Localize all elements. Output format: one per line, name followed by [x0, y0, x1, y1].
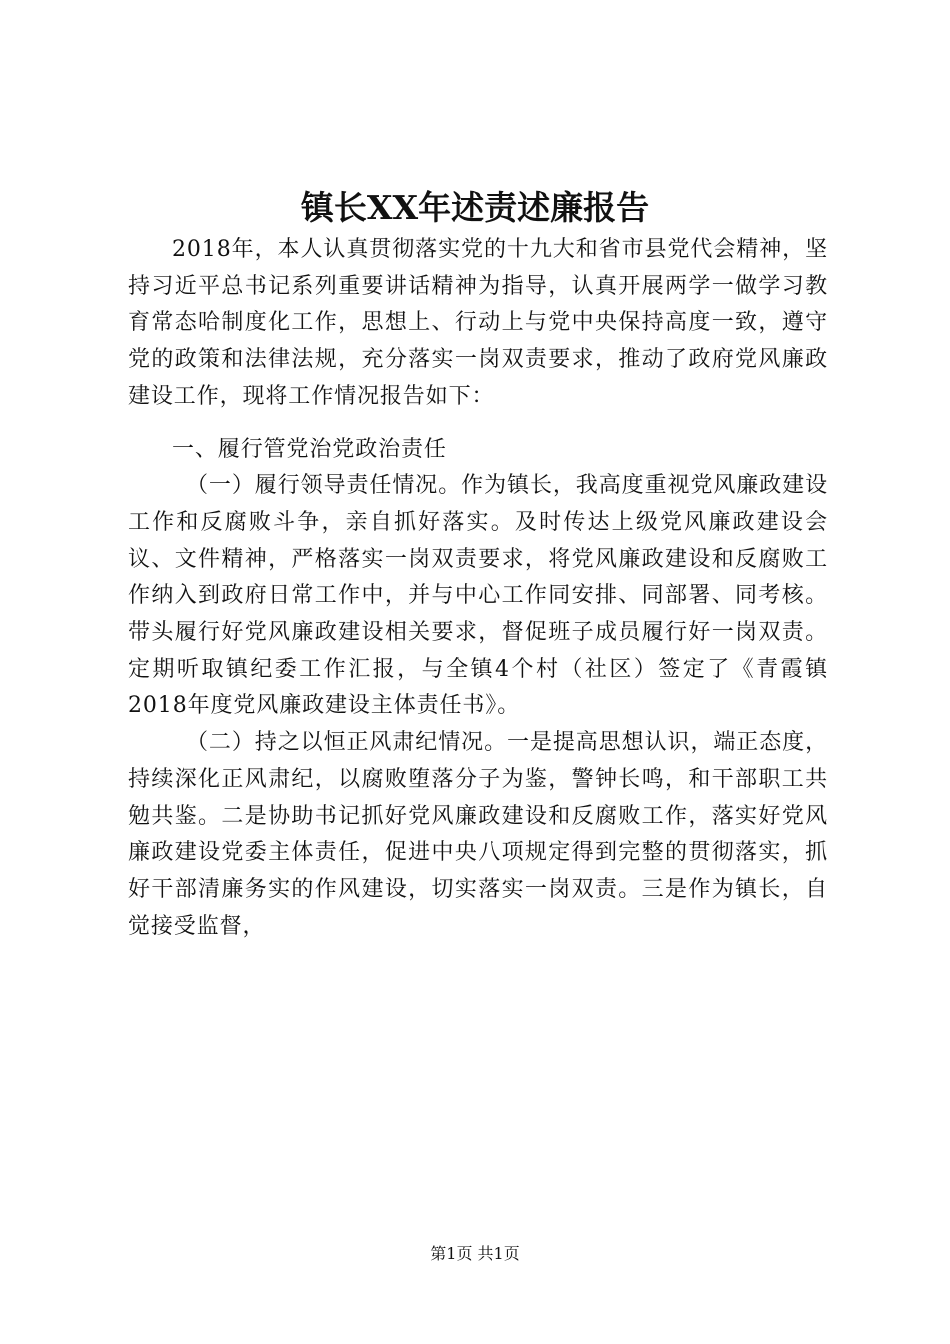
page-footer: 第1页 共1页 [430, 1244, 520, 1263]
intro-paragraph: 2018年，本人认真贯彻落实党的十九大和省市县党代会精神，坚持习近平总书记系列重要讲话精神为指导，认真开展两学一做学习教育常态哈制度化工作，思想上、行动上与党中央保持高度一致，遵守党的政策和法律法规，充分落实一岗双责要求，推动了政府党风廉政建设工作，现将工作情况报告如下： [128, 237, 828, 409]
document-title: 镇长XX年述责述廉报告 [300, 188, 650, 227]
section-heading: 一、履行管党治党政治责任 [172, 436, 447, 462]
subsection-paragraph-2: （二）持之以恒正风肃纪情况。一是提高思想认识，端正态度，持续深化正风肃纪，以腐败堕落分子为鉴，警钟长鸣，和干部职工共勉共鉴。二是协助书记抓好党风廉政建设和反腐败工作，落实好党风廉政建设党委主体责任，促进中央八项规定得到完整的贯彻落实，抓好干部清廉务实的作风建设，切实落实一岗双责。三是作为镇长，自觉接受监督， [128, 730, 828, 939]
subsection-paragraph-1: （一）履行领导责任情况。作为镇长，我高度重视党风廉政建设工作和反腐败斗争，亲自抓好落实。及时传达上级党风廉政建设会议、文件精神，严格落实一岗双责要求，将党风廉政建设和反腐败工作纳入到政府日常工作中，并与中心工作同安排、同部署、同考核。带头履行好党风廉政建设相关要求，督促班子成员履行好一岗双责。定期听取镇纪委工作汇报，与全镇4个村（社区）签定了《青霞镇2018年度党风廉政建设主体责任书》。 [128, 473, 828, 719]
document-body [128, 232, 828, 945]
